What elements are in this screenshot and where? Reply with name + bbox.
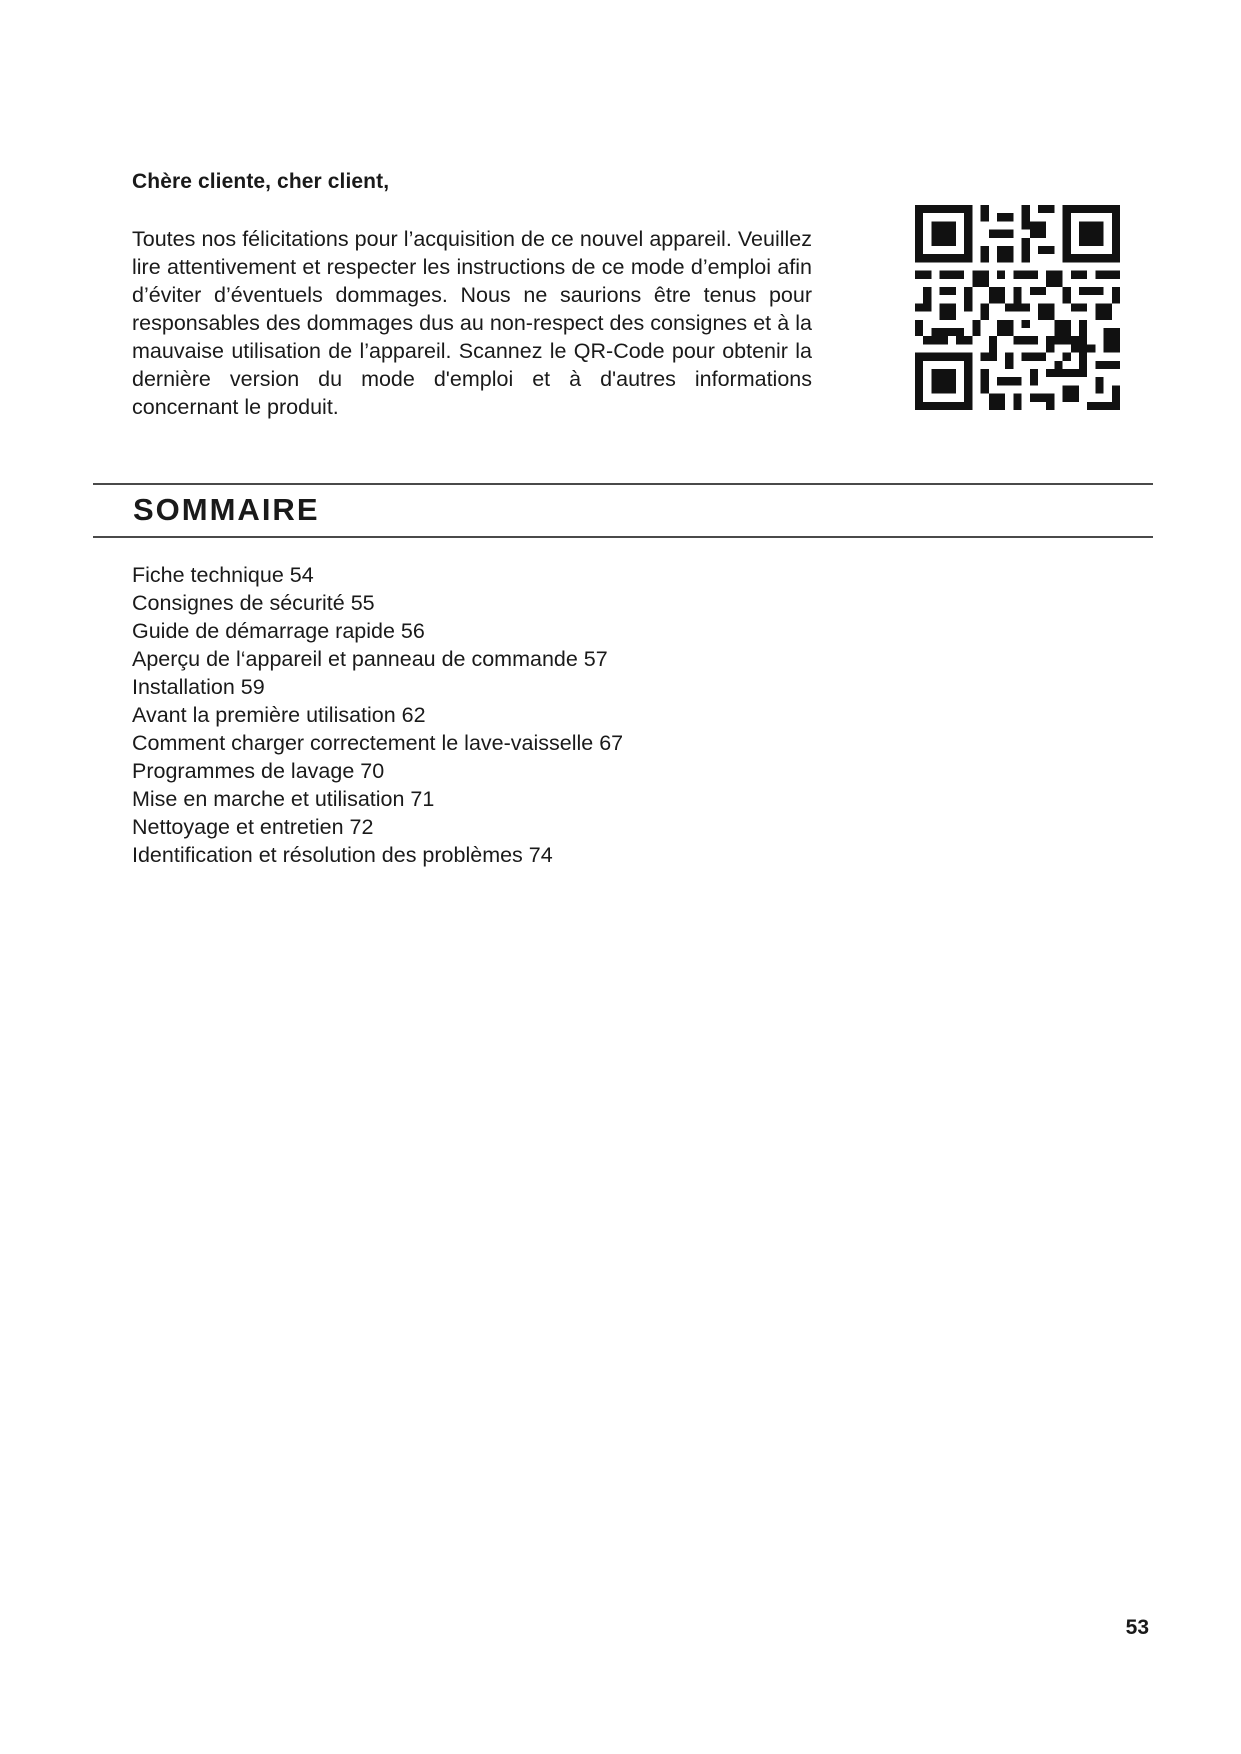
toc-item[interactable]: Mise en marche et utilisation 71 [132, 787, 435, 811]
toc-item[interactable]: Nettoyage et entretien 72 [132, 815, 374, 839]
qr-code-icon[interactable] [915, 205, 1120, 410]
toc-item[interactable]: Guide de démarrage rapide 56 [132, 619, 425, 643]
intro-greeting: Chère cliente, cher client, [132, 170, 390, 193]
table-of-contents [132, 561, 623, 869]
toc-item[interactable]: Comment charger correctement le lave-vaisselle 67 [132, 731, 624, 755]
toc-item[interactable]: Installation 59 [132, 675, 265, 699]
intro-paragraph: Toutes nos félicitations pour l’acquisition de ce nouvel appareil. Veuillez lire attentivement et respecter les instructions de ce mode d’emploi afin d’éviter d’éventuels dommages. Nous ne saurions être tenus pour responsables des dommages dus au non-respect des consignes et à la mauvaise utilisation de l’appareil. Scannez le QR-Code pour obtenir la dernière version du mode d'emploi et à d'autres informations concernant le produit. [132, 227, 812, 419]
toc-item[interactable]: Programmes de lavage 70 [132, 759, 385, 783]
toc-item[interactable]: Avant la première utilisation 62 [132, 703, 426, 727]
toc-item[interactable]: Consignes de sécurité 55 [132, 591, 375, 615]
toc-item[interactable]: Aperçu de l‘appareil et panneau de commande 57 [132, 647, 608, 671]
section-title: SOMMAIRE [133, 492, 320, 527]
section-divider-bottom [93, 536, 1153, 538]
toc-item[interactable]: Identification et résolution des problèmes 74 [132, 843, 553, 867]
section-divider-top [93, 483, 1153, 485]
toc-item[interactable]: Fiche technique 54 [132, 563, 314, 587]
page-number: 53 [1125, 1616, 1149, 1639]
